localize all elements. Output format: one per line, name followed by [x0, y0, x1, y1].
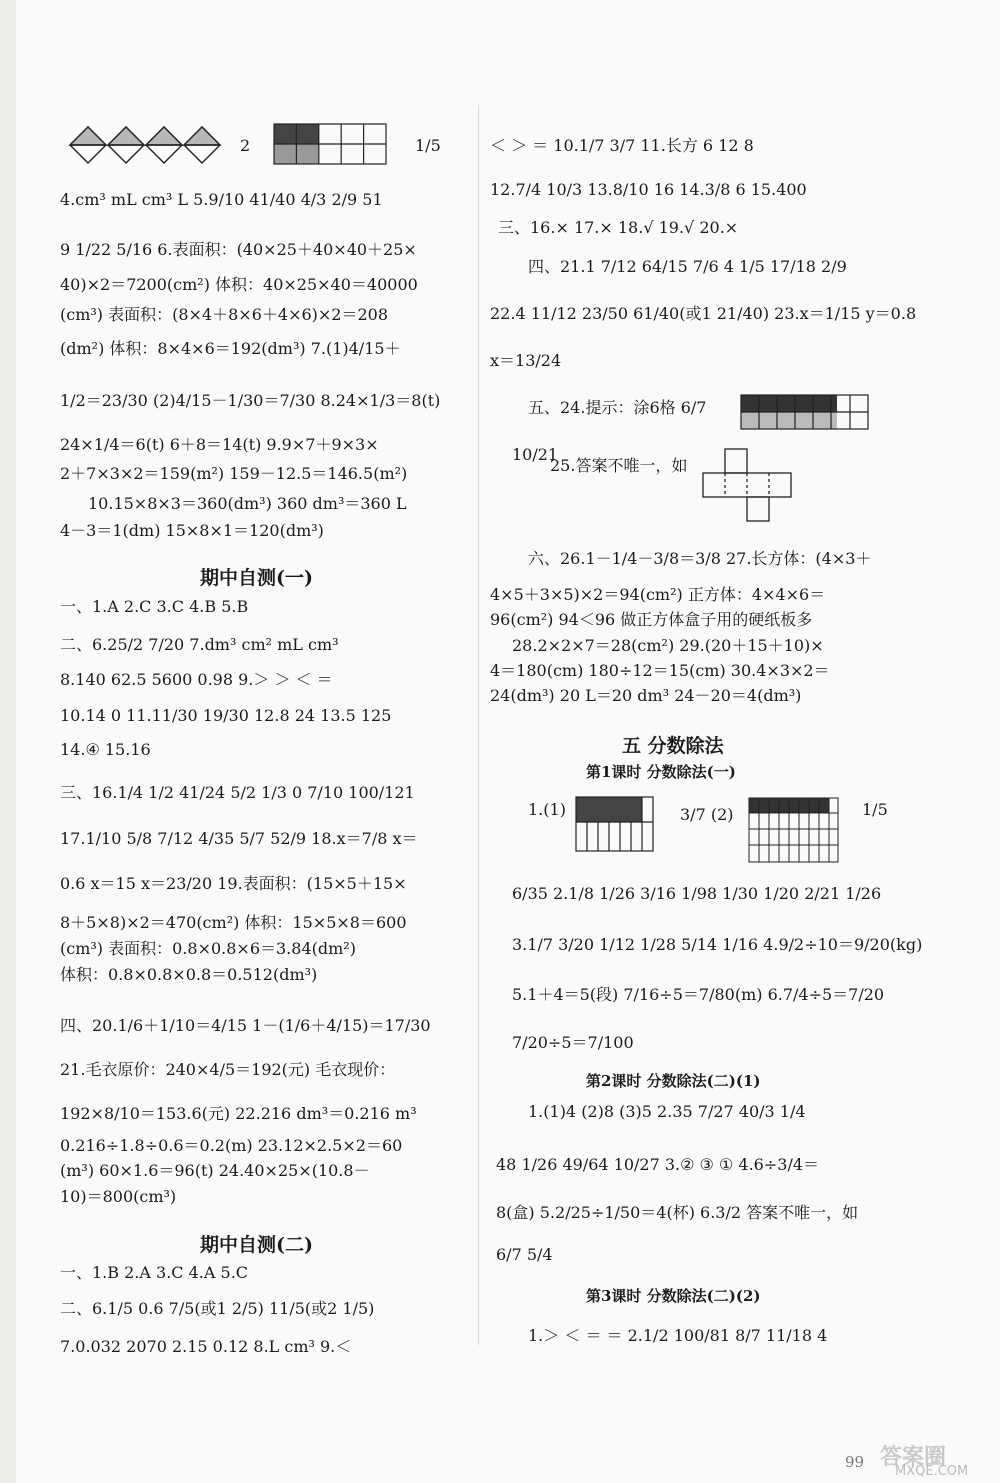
answer-line: 4×5＋3×5)×2＝94(cm²) 正方体：4×4×6＝ — [490, 585, 826, 604]
lesson-heading: 第1课时 分数除法(一) — [586, 763, 736, 781]
lesson-heading: 第2课时 分数除法(二)(1) — [586, 1072, 761, 1090]
answer-line: 28.2×2×7＝28(cm²) 29.(20＋15＋10)× — [512, 636, 824, 655]
answer-line: 1/5 — [862, 800, 888, 819]
lesson-heading: 第3课时 分数除法(二)(2) — [586, 1287, 761, 1305]
answer-line: 8(盒) 5.2/25÷1/50＝4(杯) 6.3/2 答案不唯一，如 — [496, 1203, 859, 1222]
answer-line: 0.216÷1.8÷0.6＝0.2(m) 23.12×2.5×2＝60 — [60, 1136, 403, 1155]
answer-line: 9 1/22 5/16 6.表面积：(40×25＋40×40＋25× — [60, 240, 417, 259]
answer-line: 1.＞ ＜ ＝ ＝ 2.1/2 100/81 8/7 11/18 4 — [528, 1326, 828, 1345]
answer-line: 10/21 — [512, 445, 559, 464]
answer-line: 14.④ 15.16 — [60, 740, 151, 759]
shaded-grid — [740, 394, 870, 430]
answer-line: 7/20÷5＝7/100 — [512, 1033, 634, 1052]
watermark-url: MXQE.COM — [895, 1464, 969, 1479]
answer-line: 5.1＋4＝5(段) 7/16÷5＝7/80(m) 6.7/4÷5＝7/20 — [512, 985, 885, 1004]
answer-line: 四、20.1/6＋1/10＝4/15 1－(1/6＋4/15)＝17/30 — [60, 1016, 431, 1035]
answer-line: 4.cm³ mL cm³ L 5.9/10 41/40 4/3 2/9 51 — [60, 190, 383, 209]
answer-line: 25.答案不唯一，如 — [550, 456, 688, 475]
answer-line: 2 — [240, 136, 251, 155]
answer-line: 96(cm²) 94＜96 做正方体盒子用的硬纸板多 — [490, 610, 813, 629]
answer-line: 一、1.A 2.C 3.C 4.B 5.B — [60, 597, 249, 616]
answer-line: 10)＝800(cm³) — [60, 1187, 177, 1206]
answer-line: (cm³) 表面积：0.8×0.8×6＝3.84(dm²) — [60, 939, 356, 958]
section-heading: 期中自测(一) — [200, 567, 313, 589]
diamond — [70, 127, 220, 163]
column-divider — [478, 105, 479, 1345]
answer-line: x＝13/24 — [490, 351, 562, 370]
answer-line: 17.1/10 5/8 7/12 4/35 5/7 52/9 18.x＝7/8 x＝ — [60, 829, 418, 848]
answer-line: 8.140 62.5 5600 0.98 9.＞ ＞ ＜ ＝ — [60, 670, 333, 689]
answer-line: 24(dm³) 20 L＝20 dm³ 24－20＝4(dm³) — [490, 686, 802, 705]
answer-line: 1.(1) — [528, 800, 566, 819]
answer-line: 1.(1)4 (2)8 (3)5 2.35 7/27 40/3 1/4 — [528, 1102, 806, 1121]
answer-line: 48 1/26 49/64 10/27 3.② ③ ① 4.6÷3/4＝ — [496, 1155, 820, 1174]
answer-line: 22.4 11/12 23/50 61/40(或1 21/40) 23.x＝1/15 y＝0.8 — [490, 304, 917, 323]
answer-line: 三、16.1/4 1/2 41/24 5/2 1/3 0 7/10 100/121 — [60, 783, 415, 802]
cube-net — [700, 445, 795, 525]
answer-line: ＜ ＞ ＝ 10.1/7 3/7 11.长方 6 12 8 — [490, 136, 754, 155]
answer-line: (m³) 60×1.6＝96(t) 24.40×25×(10.8－ — [60, 1161, 370, 1180]
answer-line: 3/7 (2) — [680, 805, 734, 824]
chapter-heading: 五 分数除法 — [622, 735, 724, 757]
answer-line: 6/7 5/4 — [496, 1245, 553, 1264]
answer-line: (cm³) 表面积：(8×4＋8×6＋4×6)×2＝208 — [60, 305, 389, 324]
answer-line: 8＋5×8)×2＝470(cm²) 体积：15×5×8＝600 — [60, 913, 407, 932]
answer-line: 4＝180(cm) 180÷12＝15(cm) 30.4×3×2＝ — [490, 661, 830, 680]
answer-line: (dm²) 体积：8×4×6＝192(dm³) 7.(1)4/15＋ — [60, 339, 401, 358]
answer-line: 40)×2＝7200(cm²) 体积：40×25×40＝40000 — [60, 275, 418, 294]
answer-line: 五、24.提示：涂6格 6/7 — [528, 398, 707, 417]
answer-line: 192×8/10＝153.6(元) 22.216 dm³＝0.216 m³ — [60, 1104, 417, 1123]
answer-line: 六、26.1－1/4－3/8＝3/8 27.长方体：(4×3＋ — [528, 549, 872, 568]
grid-figure — [273, 123, 388, 165]
diamond-figures — [68, 124, 228, 166]
answer-line: 二、6.1/5 0.6 7/5(或1 2/5) 11/5(或2 1/5) — [60, 1299, 375, 1318]
fraction: 1/5 — [415, 136, 441, 155]
answer-line: 21.毛衣原价：240×4/5＝192(元) 毛衣现价： — [60, 1060, 396, 1079]
answer-line: 10.14 0 11.11/30 19/30 12.8 24 13.5 125 — [60, 706, 392, 725]
answer-line: 6/35 2.1/8 1/26 3/16 1/98 1/30 1/20 2/21 1/26 — [512, 884, 882, 903]
answer-line: 0.6 x＝15 x＝23/20 19.表面积：(15×5＋15× — [60, 874, 407, 893]
page-edge — [0, 0, 16, 1483]
answer-line: 1/2＝23/30 (2)4/15－1/30＝7/30 8.24×1/3＝8(t) — [60, 391, 441, 410]
grid-figure-2 — [748, 797, 840, 863]
answer-line: 3.1/7 3/20 1/12 1/28 5/14 1/16 4.9/2÷10＝9/20(kg) — [512, 935, 923, 954]
section-heading: 期中自测(二) — [200, 1234, 313, 1256]
answer-line: 7.0.032 2070 2.15 0.12 8.L cm³ 9.＜ — [60, 1337, 352, 1356]
watermark: 答案圈 — [880, 1445, 947, 1470]
answer-line: 4－3＝1(dm) 15×8×1＝120(dm³) — [60, 521, 324, 540]
answer-line: 一、1.B 2.A 3.C 4.A 5.C — [60, 1263, 249, 1282]
answer-line: 24×1/4＝6(t) 6＋8＝14(t) 9.9×7＋9×3× — [60, 435, 379, 454]
answer-line: 12.7/4 10/3 13.8/10 16 14.3/8 6 15.400 — [490, 180, 807, 199]
answer-line: 2＋7×3×2＝159(m²) 159－12.5＝146.5(m²) — [60, 464, 408, 483]
grid-figure-1 — [575, 796, 655, 852]
page-number: 99 — [845, 1453, 865, 1471]
answer-line: 10.15×8×3＝360(dm³) 360 dm³＝360 L — [88, 494, 407, 513]
answer-line: 体积：0.8×0.8×0.8＝0.512(dm³) — [60, 965, 318, 984]
answer-line: 二、6.25/2 7/20 7.dm³ cm² mL cm³ — [60, 635, 339, 654]
answer-line: 三、16.× 17.× 18.√ 19.√ 20.× — [498, 218, 739, 237]
answer-line: 四、21.1 7/12 64/15 7/6 4 1/5 17/18 2/9 — [528, 257, 847, 276]
